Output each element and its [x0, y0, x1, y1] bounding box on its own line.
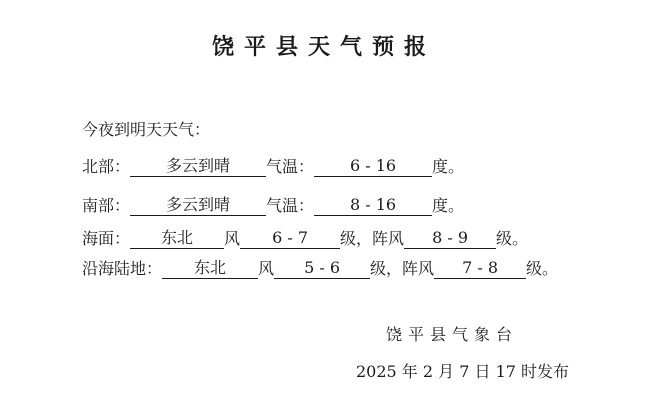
coast-level-sep: 级，阵风 [370, 259, 435, 278]
issuing-office: 饶平县气象台 [386, 325, 519, 344]
coast-wind-word: 风 [258, 259, 275, 278]
sea-forecast-line [82, 228, 528, 250]
coast-forecast-line [82, 258, 558, 280]
intro-line: 今夜到明天天气： [82, 120, 211, 139]
north-forecast-line [82, 156, 464, 178]
sea-end: 级。 [496, 229, 529, 248]
sea-gust-level: 8 - 9 [404, 228, 496, 249]
sea-label: 海面： [82, 229, 131, 248]
north-label: 北部： [82, 157, 131, 176]
sea-wind-direction: 东北 [130, 228, 224, 249]
south-temp-label: 气温： [266, 196, 315, 215]
north-temp-unit: 度。 [432, 157, 465, 176]
coast-end: 级。 [526, 259, 559, 278]
south-temp: 8 - 16 [314, 195, 432, 216]
sea-level-sep: 级，阵风 [340, 229, 405, 248]
south-forecast-line [82, 195, 464, 217]
issue-date: 2025 年 2 月 7 日 17 时发布 [356, 362, 570, 381]
coast-gust-level: 7 - 8 [434, 258, 526, 279]
coast-wind-level: 5 - 6 [274, 258, 370, 279]
north-temp-label: 气温： [266, 157, 315, 176]
south-temp-unit: 度。 [432, 196, 465, 215]
north-temp: 6 - 16 [314, 156, 432, 177]
sea-wind-level: 6 - 7 [240, 228, 340, 249]
south-weather: 多云到晴 [130, 195, 266, 216]
coast-wind-direction: 东北 [162, 258, 258, 279]
coast-label: 沿海陆地： [82, 259, 163, 278]
sea-wind-word: 风 [224, 229, 241, 248]
page-title: 饶平县天气预报 [211, 35, 436, 60]
north-weather: 多云到晴 [130, 156, 266, 177]
south-label: 南部： [82, 196, 131, 215]
